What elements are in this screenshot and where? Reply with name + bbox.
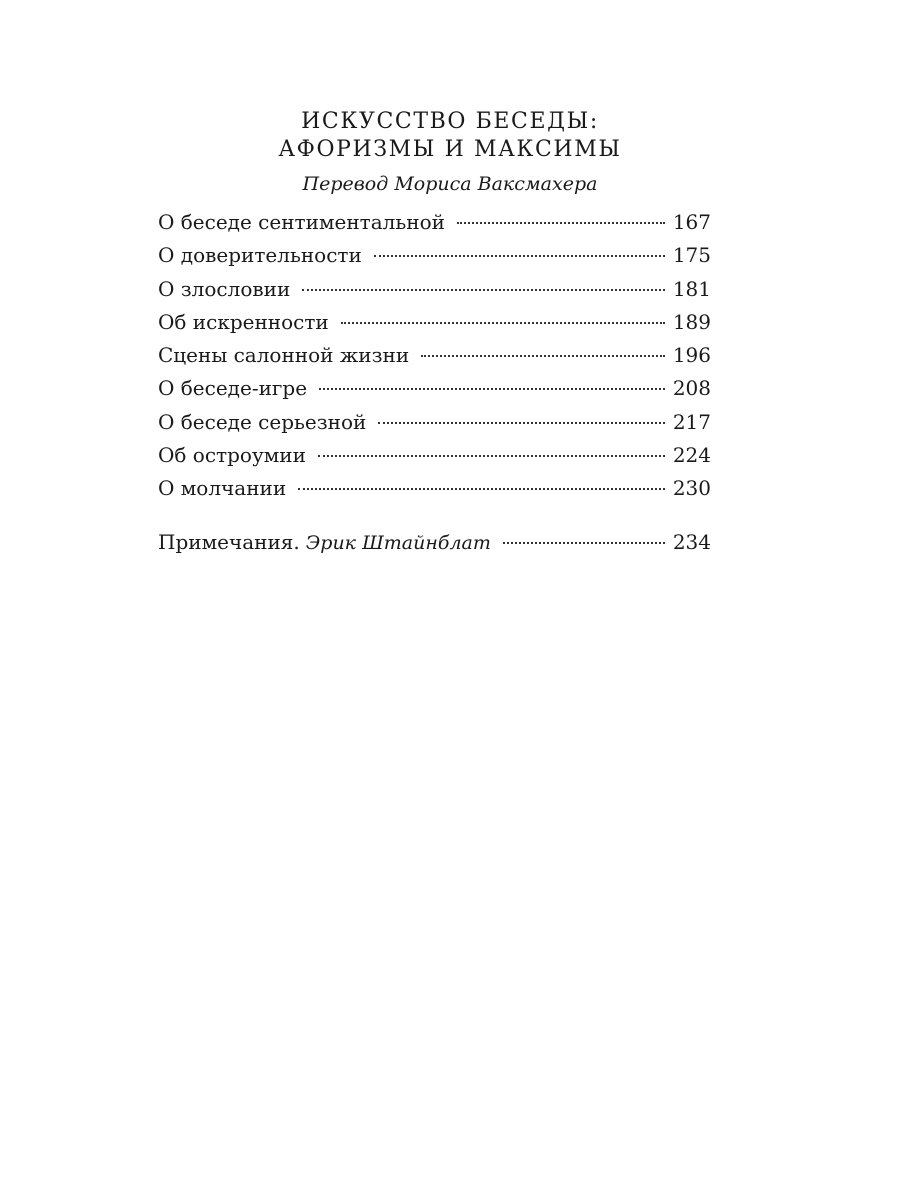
toc-entry-label: О беседе серьезной bbox=[158, 409, 367, 434]
dot-leader bbox=[503, 542, 665, 544]
toc-entry-page: 224 bbox=[672, 443, 711, 468]
notes-author: Эрик Штайнблат bbox=[305, 531, 491, 554]
dot-leader bbox=[318, 455, 665, 457]
toc-entry bbox=[158, 372, 711, 405]
translator-credit: Перевод Мориса Ваксмахера bbox=[302, 173, 598, 195]
toc-entry bbox=[158, 406, 711, 439]
toc-entry-label: О беседе сентиментальной bbox=[158, 210, 445, 234]
toc-entry-page: 230 bbox=[672, 476, 711, 501]
toc-entry-page: 196 bbox=[672, 343, 711, 368]
table-of-contents bbox=[158, 206, 711, 559]
dot-leader bbox=[457, 222, 665, 224]
toc-entry bbox=[158, 306, 711, 339]
toc-entry-page: 189 bbox=[672, 309, 711, 334]
toc-entry-page: 175 bbox=[672, 243, 711, 268]
dot-leader bbox=[421, 355, 665, 357]
toc-entry-label: Об искренности bbox=[158, 309, 329, 334]
notes-label: Примечания. bbox=[158, 529, 300, 554]
toc-entry-label: Об остроумии bbox=[158, 443, 306, 468]
toc-entry bbox=[158, 472, 711, 505]
toc-entry-page: 167 bbox=[672, 210, 711, 234]
toc-entry-notes bbox=[158, 526, 711, 559]
toc-entry bbox=[158, 339, 711, 372]
toc-entry-label: О злословии bbox=[158, 276, 291, 301]
dot-leader bbox=[378, 422, 664, 424]
toc-entry bbox=[158, 239, 711, 272]
toc-entry-label: О беседе-игре bbox=[158, 376, 308, 401]
toc-entry-page: 181 bbox=[672, 276, 711, 301]
section-title-line-2: АФОРИЗМЫ И МАКСИМЫ bbox=[278, 137, 622, 162]
toc-entry bbox=[158, 206, 711, 239]
toc-entry-page: 208 bbox=[672, 376, 711, 401]
toc-entry bbox=[158, 273, 711, 306]
section-heading bbox=[0, 108, 900, 196]
dot-leader bbox=[302, 289, 665, 291]
notes-page: 234 bbox=[672, 529, 711, 554]
section-title-line-1: ИСКУССТВО БЕСЕДЫ: bbox=[301, 109, 599, 134]
toc-entry-page: 217 bbox=[672, 409, 711, 434]
dot-leader bbox=[374, 255, 665, 257]
dot-leader bbox=[319, 388, 665, 390]
toc-entry-label: Сцены салонной жизни bbox=[158, 343, 410, 368]
toc-entry-label: О молчании bbox=[158, 476, 287, 501]
dot-leader bbox=[298, 488, 665, 490]
toc-entry-label: О доверительности bbox=[158, 243, 362, 268]
dot-leader bbox=[341, 322, 665, 324]
toc-entry bbox=[158, 439, 711, 472]
